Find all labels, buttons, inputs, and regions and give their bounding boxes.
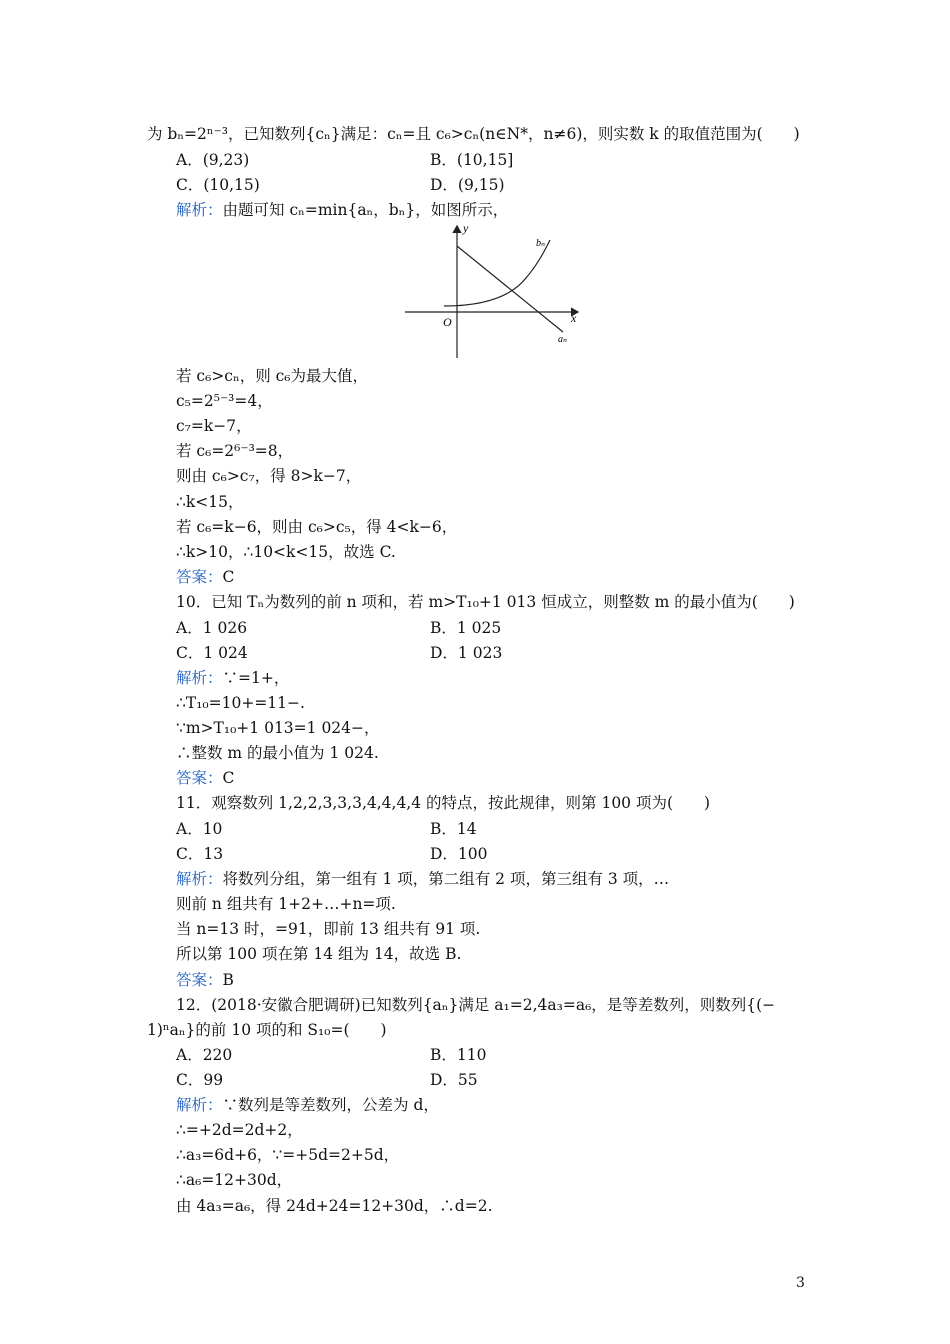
- analysis-text: ∵=1+，: [222, 669, 290, 687]
- analysis-text: 将数列分组，第一组有 1 项，第二组有 2 项，第三组有 3 项，…: [222, 870, 670, 888]
- q9-option-a: A．(9,23): [176, 151, 250, 169]
- q10-stem: 10．已知 Tₙ为数列的前 n 项和，若 m>T₁₀+1 013 恒成立，则整数 m 的最小值为( ): [176, 593, 795, 611]
- analysis-text: 由题可知 cₙ=min{aₙ，bₙ}，如图所示，: [222, 201, 509, 219]
- answer-value: B: [222, 971, 234, 989]
- q10-option-b: B．1 025: [430, 619, 502, 637]
- q10-option-a: A．1 026: [176, 619, 248, 637]
- q9-step-6: ∴k<15，: [176, 493, 244, 511]
- b-n-curve: [444, 240, 550, 306]
- q9-answer: [176, 567, 234, 587]
- q9-stem: 为 bₙ=2ⁿ⁻³，已知数列{cₙ}满足：cₙ=且 c₆>cₙ(n∈N*，n≠6)，则实数 k 的取值范围为( ): [147, 125, 800, 143]
- analysis-text: ∵数列是等差数列，公差为 d，: [222, 1096, 439, 1114]
- q12-analysis: [176, 1095, 439, 1115]
- q9-analysis: [176, 200, 508, 220]
- q9-option-d: D．(9,15): [430, 176, 505, 194]
- q11-answer: [176, 970, 234, 990]
- q11-option-a: A．10: [176, 820, 223, 838]
- x-label: x: [571, 311, 577, 325]
- q11-option-c: C．13: [176, 845, 224, 863]
- q10-answer: [176, 768, 234, 788]
- q9-option-b: B．(10,15]: [430, 151, 514, 169]
- q11-step-2: 当 n=13 时，=91，即前 13 组共有 91 项.: [176, 920, 481, 938]
- answer-label: 答案：: [176, 971, 223, 989]
- analysis-label: 解析：: [176, 870, 223, 888]
- q10-option-d: D．1 023: [430, 644, 503, 662]
- q12-step-3: ∴a₆=12+30d，: [176, 1171, 293, 1189]
- q12-stem-line-1: 12．(2018·安徽合肥调研)已知数列{aₙ}满足 a₁=2,4a₃=a₆，是等差数列，则数列{(−: [176, 996, 776, 1014]
- answer-label: 答案：: [176, 568, 223, 586]
- answer-value: C: [222, 568, 235, 586]
- a-n-label: aₙ: [558, 334, 568, 345]
- q10-step-1: ∴T₁₀=10+=11−.: [176, 694, 305, 712]
- a-n-line: [457, 246, 563, 332]
- y-label: y: [463, 221, 469, 235]
- q9-step-4: 若 c₆=2⁶⁻³=8，: [176, 442, 294, 460]
- answer-value: C: [222, 769, 235, 787]
- q9-step-8: ∴k>10，∴10<k<15，故选 C.: [176, 543, 396, 561]
- q11-option-d: D．100: [430, 845, 488, 863]
- q9-step-5: 则由 c₆>c₇，得 8>k−7，: [176, 467, 362, 485]
- q9-step-2: c₅=2⁵⁻³=4，: [176, 392, 273, 410]
- q12-stem-line-2: 1)ⁿaₙ}的前 10 项的和 S₁₀=( ): [147, 1021, 387, 1039]
- analysis-label: 解析：: [176, 669, 223, 687]
- answer-label: 答案：: [176, 769, 223, 787]
- q10-option-c: C．1 024: [176, 644, 248, 662]
- q12-step-1: ∴=+2d=2d+2，: [176, 1121, 303, 1139]
- b-n-label: bₙ: [536, 238, 546, 249]
- q9-option-c: C．(10,15): [176, 176, 260, 194]
- q10-analysis: [176, 668, 289, 688]
- q12-option-b: B．110: [430, 1046, 487, 1064]
- q12-option-a: A．220: [176, 1046, 233, 1064]
- q9-step-7: 若 c₆=k−6，则由 c₆>c₅，得 4<k−6，: [176, 518, 458, 536]
- q11-stem: 11．观察数列 1,2,2,3,3,3,4,4,4,4 的特点，按此规律，则第 100 项为( ): [176, 794, 711, 812]
- analysis-label: 解析：: [176, 201, 223, 219]
- q12-option-d: D．55: [430, 1071, 478, 1089]
- q12-step-2: ∴a₃=6d+6，∵=+5d=2+5d，: [176, 1146, 400, 1164]
- q9-step-1: 若 c₆>cₙ，则 c₆为最大值，: [176, 367, 369, 385]
- min-function-graph: [400, 220, 590, 360]
- q9-step-3: c₇=k−7，: [176, 417, 252, 435]
- page-number: 3: [796, 1275, 805, 1291]
- q12-step-4: 由 4a₃=a₆，得 24d+24=12+30d，∴d=2.: [176, 1197, 493, 1215]
- analysis-label: 解析：: [176, 1096, 223, 1114]
- q10-step-2: ∵m>T₁₀+1 013=1 024−，: [176, 719, 380, 737]
- origin-label: O: [443, 315, 452, 329]
- q11-step-1: 则前 n 组共有 1+2+…+n=项.: [176, 895, 396, 913]
- q12-option-c: C．99: [176, 1071, 224, 1089]
- q11-analysis: [176, 869, 669, 889]
- q11-option-b: B．14: [430, 820, 477, 838]
- q11-step-3: 所以第 100 项在第 14 组为 14，故选 B.: [176, 945, 462, 963]
- q10-step-3: ∴整数 m 的最小值为 1 024.: [176, 744, 379, 762]
